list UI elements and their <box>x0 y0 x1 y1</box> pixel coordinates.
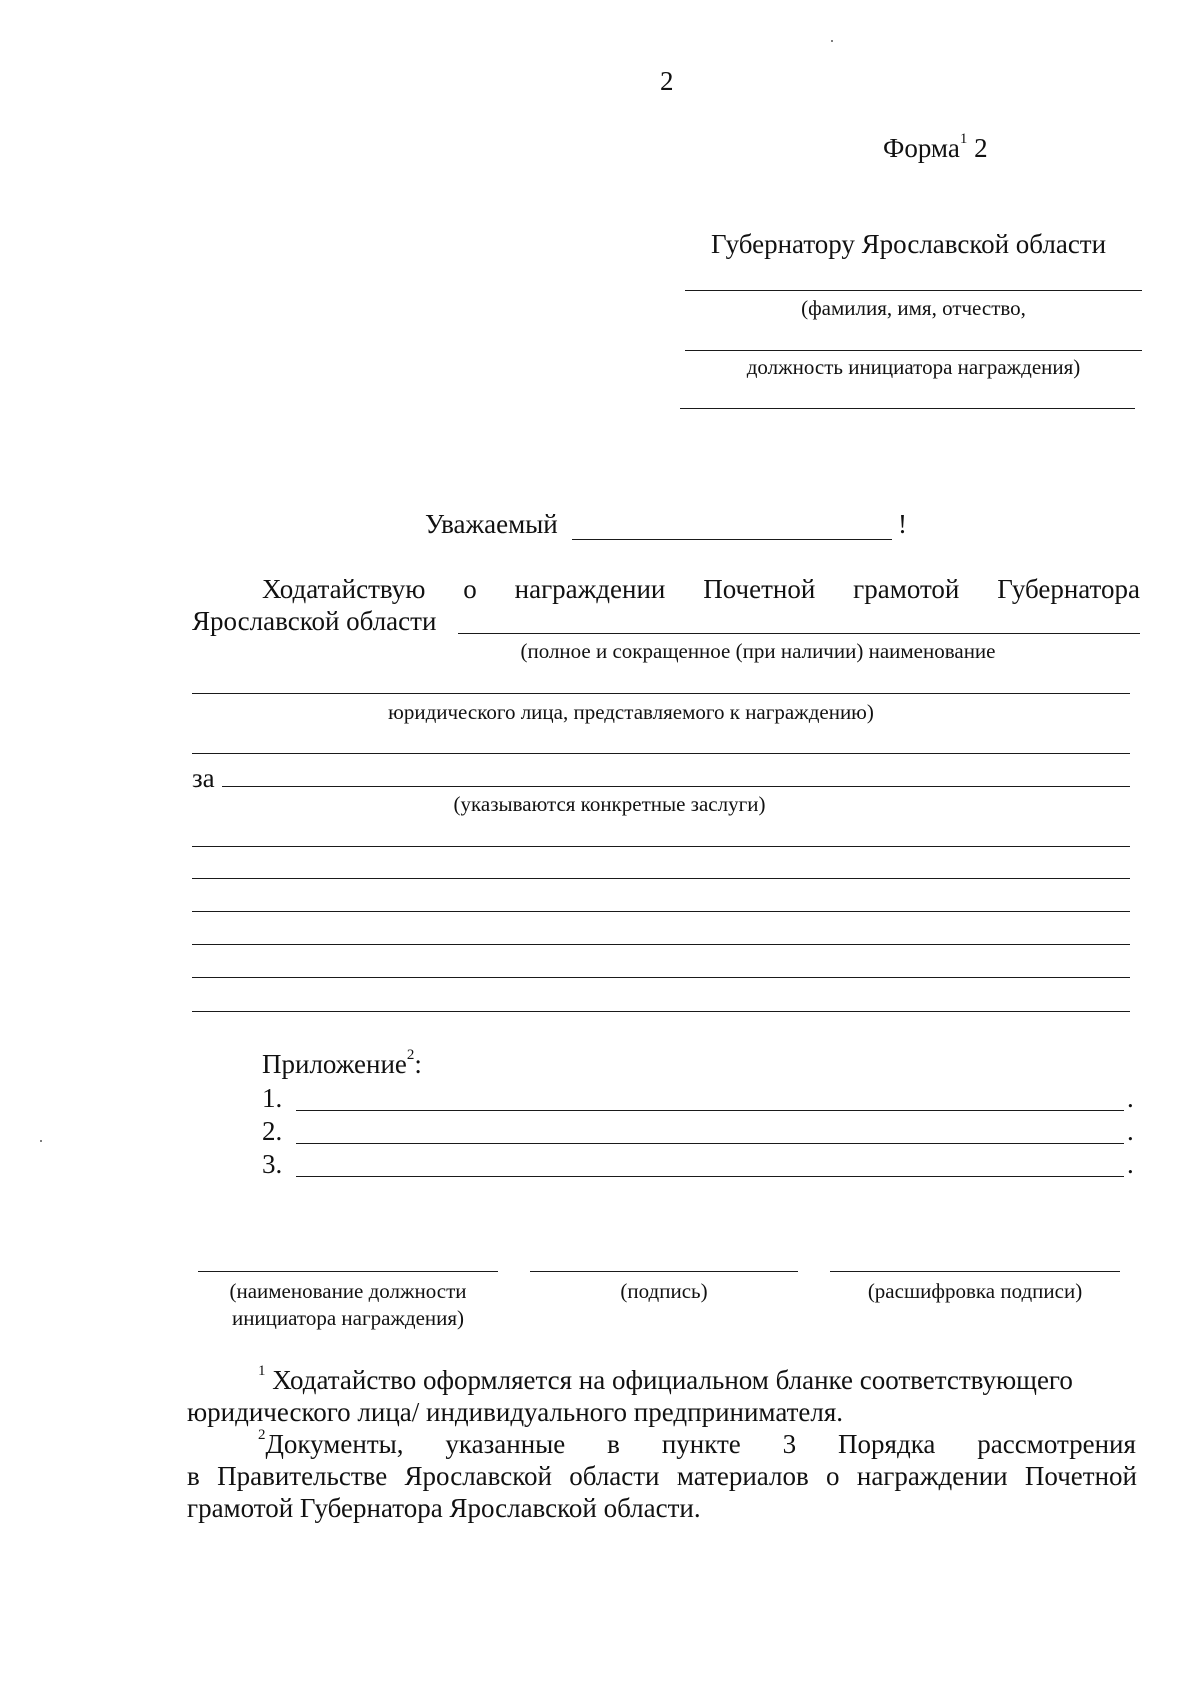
attachment-end-mark: . <box>1127 1083 1134 1113</box>
petition-word: награждении <box>514 574 666 604</box>
petition-line-2: Ярославской области <box>192 606 437 636</box>
footnote-1-marker: 1 <box>258 1363 266 1379</box>
petition-word: о <box>463 574 477 604</box>
org-name-line-2 <box>192 693 1130 694</box>
signature-position-hint-1: (наименование должности <box>229 1279 467 1303</box>
footnote-2-word: Порядка <box>838 1429 936 1459</box>
org-name-hint-2: юридического лица, представляемого к награждению) <box>388 700 874 724</box>
attachment-end-mark: . <box>1127 1149 1134 1179</box>
footnote-2-word: указанные <box>445 1429 566 1459</box>
footnote-1-text: Ходатайство оформляется на официальном бланке соответствующего <box>272 1365 1073 1395</box>
attachment-item-number: 3. <box>262 1149 283 1179</box>
footnote-2-word <box>258 1429 404 1460</box>
salutation-exclamation: ! <box>898 509 907 539</box>
addressee-name-line <box>685 290 1142 291</box>
signature-position-line <box>198 1271 498 1272</box>
addressee-hint-name: (фамилия, имя, отчество, <box>801 296 1026 320</box>
signature-line <box>530 1271 798 1272</box>
salutation-text: Уважаемый <box>425 509 558 539</box>
merits-line-4 <box>192 911 1130 912</box>
petition-word: Ходатайствую <box>262 574 426 604</box>
signature-hint: (подпись) <box>620 1279 708 1303</box>
footnote-2-word: пункте <box>661 1429 741 1459</box>
attachments-colon: : <box>414 1049 422 1079</box>
merits-hint: (указываются конкретные заслуги) <box>453 792 766 816</box>
signature-decoding-line <box>830 1271 1120 1272</box>
footnote-1-line-1 <box>258 1365 1073 1396</box>
footnote-2-line-2: в Правительстве Ярославской области материалов о награждении Почетной <box>187 1461 1137 1491</box>
merits-line-7 <box>192 1011 1130 1012</box>
attachment-item-number: 1. <box>262 1083 283 1113</box>
attachment-line <box>296 1176 1124 1177</box>
attachment-end-mark: . <box>1127 1116 1134 1146</box>
attachments-title <box>262 1049 422 1080</box>
footnote-2-word: рассмотрения <box>977 1429 1136 1459</box>
page-number: 2 <box>660 66 674 96</box>
org-name-hint-1: (полное и сокращенное (при наличии) наименование <box>520 639 996 663</box>
petition-word: Губернатора <box>997 574 1140 604</box>
org-name-line-1 <box>458 633 1140 634</box>
scan-speck <box>831 40 833 42</box>
attachment-line <box>296 1110 1124 1111</box>
footnote-ref-2: 2 <box>406 1047 415 1063</box>
addressee-hint-position: должность инициатора награждения) <box>746 355 1081 379</box>
attachment-line <box>296 1143 1124 1144</box>
merits-line-6 <box>192 977 1130 978</box>
petition-word: Почетной <box>703 574 816 604</box>
for-label: за <box>192 763 215 793</box>
form-label <box>883 133 988 164</box>
footnote-2-first-word: Документы, <box>265 1429 404 1459</box>
org-name-line-3 <box>192 753 1130 754</box>
scan-speck <box>40 1140 42 1142</box>
footnote-2-word: в <box>607 1429 620 1459</box>
addressee-extra-line <box>680 408 1135 409</box>
signature-position-hint-2: инициатора награждения) <box>231 1306 465 1330</box>
merits-line-5 <box>192 944 1130 945</box>
footnote-2-line-1 <box>258 1429 1136 1460</box>
merits-line-3 <box>192 878 1130 879</box>
salutation-name-line <box>572 539 892 540</box>
addressee-position-line <box>685 350 1142 351</box>
footnote-1-line-2: юридического лица/ индивидуального предпринимателя. <box>187 1397 844 1427</box>
footnote-2-line-3: грамотой Губернатора Ярославской области. <box>187 1493 701 1523</box>
signature-decoding-hint: (расшифровка подписи) <box>867 1279 1083 1303</box>
petition-word: грамотой <box>853 574 960 604</box>
addressee-title: Губернатору Ярославской области <box>711 229 1107 259</box>
merits-line-1 <box>222 786 1130 787</box>
attachment-item-number: 2. <box>262 1116 283 1146</box>
footnote-2-marker: 2 <box>258 1427 266 1443</box>
form-label-text: Форма <box>883 133 960 163</box>
attachments-title-text: Приложение <box>262 1049 407 1079</box>
footnote-ref-1: 1 <box>959 131 968 147</box>
merits-line-2 <box>192 846 1130 847</box>
petition-line-1 <box>262 574 1140 605</box>
footnote-2-word: 3 <box>782 1429 797 1459</box>
form-number: 2 <box>974 133 988 163</box>
